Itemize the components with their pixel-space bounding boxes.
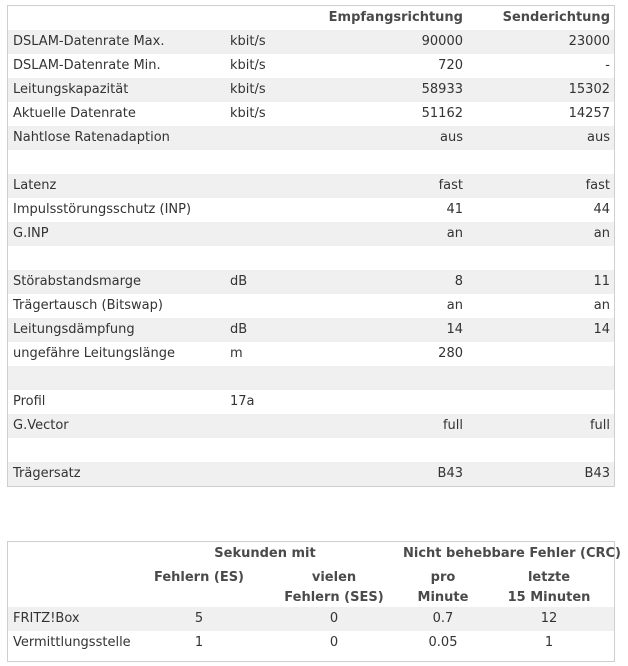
row-upstream-value: 44	[593, 202, 610, 217]
row-upstream-value: aus	[587, 130, 610, 145]
error-stats-table	[7, 541, 621, 662]
header-downstream: Empfangsrichtung	[328, 10, 463, 25]
row-unit: dB	[230, 322, 248, 337]
error-row-label: Vermittlungsstelle	[13, 635, 131, 650]
table-row	[8, 342, 614, 366]
table-row	[8, 54, 614, 78]
row-downstream-value: 90000	[421, 34, 463, 49]
row-label: Trägertausch (Bitswap)	[13, 298, 163, 313]
error-column-header	[8, 566, 614, 607]
col-per-minute-line1: pro	[430, 570, 456, 585]
row-label: DSLAM-Datenrate Min.	[13, 58, 161, 73]
error-es-value: 1	[194, 635, 204, 650]
table-row	[8, 30, 614, 54]
row-label: Impulsstörungsschutz (INP)	[13, 202, 192, 217]
row-upstream-value: full	[589, 418, 610, 433]
table-row	[8, 366, 614, 390]
row-unit: kbit/s	[230, 82, 266, 97]
row-upstream-value: 23000	[568, 34, 610, 49]
row-label: Latenz	[13, 178, 57, 193]
row-unit: 17a	[230, 394, 255, 409]
row-unit: kbit/s	[230, 58, 266, 73]
row-downstream-value: 51162	[421, 106, 463, 121]
table-row	[8, 270, 614, 294]
table-row	[8, 607, 614, 631]
table-row	[8, 318, 614, 342]
table-row	[8, 246, 614, 270]
col-last-15-min	[489, 568, 609, 608]
row-label: Aktuelle Datenrate	[13, 106, 136, 121]
col-ses	[274, 568, 394, 608]
error-ses-value: 0	[329, 635, 339, 650]
table-row	[8, 150, 614, 174]
error-per-minute-value: 0.7	[432, 611, 454, 626]
table-row	[8, 462, 614, 486]
row-unit: m	[230, 346, 243, 361]
row-unit: kbit/s	[230, 106, 266, 121]
col-ses-line2: Fehlern (SES)	[284, 590, 384, 605]
row-upstream-value: 11	[593, 274, 610, 289]
col-last-15-line2: 15 Minuten	[507, 590, 591, 605]
row-downstream-value: 720	[438, 58, 463, 73]
row-unit: kbit/s	[230, 34, 266, 49]
table-row	[8, 174, 614, 198]
row-label: ungefähre Leitungslänge	[13, 346, 175, 361]
error-per-minute-value: 0.05	[428, 635, 458, 650]
header-upstream: Senderichtung	[502, 10, 610, 25]
error-group-header	[8, 542, 621, 566]
dsl-table-header	[8, 6, 614, 30]
row-upstream-value: an	[593, 226, 610, 241]
table-row	[8, 198, 614, 222]
row-label: G.Vector	[13, 418, 69, 433]
error-es-value: 5	[194, 611, 204, 626]
row-downstream-value: full	[442, 418, 463, 433]
col-last-15-line1: letzte	[527, 570, 571, 585]
row-downstream-value: 58933	[421, 82, 463, 97]
group-crc-errors: Nicht behebbare Fehler (CRC)	[403, 546, 621, 561]
col-ses-line1: vielen	[311, 570, 357, 585]
row-upstream-value: B43	[584, 466, 610, 481]
row-label: Leitungskapazität	[13, 82, 129, 97]
row-downstream-value: 280	[438, 346, 463, 361]
dsl-rows	[8, 30, 614, 486]
row-label: Störabstandsmarge	[13, 274, 141, 289]
row-upstream-value: -	[605, 58, 610, 73]
row-unit: dB	[230, 274, 248, 289]
table-row	[8, 631, 614, 655]
error-last-15-value: 1	[544, 635, 554, 650]
row-label: Leitungsdämpfung	[13, 322, 135, 337]
row-label: Profil	[13, 394, 46, 409]
table-row	[8, 102, 614, 126]
group-seconds-with: Sekunden mit	[214, 546, 316, 561]
row-downstream-value: an	[446, 298, 463, 313]
table-row	[8, 390, 614, 414]
row-label: DSLAM-Datenrate Max.	[13, 34, 165, 49]
dsl-info-table	[7, 5, 615, 487]
table-row	[8, 126, 614, 150]
col-per-minute	[383, 568, 503, 608]
row-downstream-value: 41	[446, 202, 463, 217]
row-downstream-value: 14	[446, 322, 463, 337]
row-label: Nahtlose Ratenadaption	[13, 130, 170, 145]
row-downstream-value: 8	[454, 274, 463, 289]
error-row-label: FRITZ!Box	[13, 611, 80, 626]
table-row	[8, 78, 614, 102]
row-label: Trägersatz	[13, 466, 81, 481]
col-es: Fehlern (ES)	[153, 570, 245, 585]
row-label: G.INP	[13, 226, 49, 241]
error-last-15-value: 12	[540, 611, 558, 626]
table-row	[8, 222, 614, 246]
row-upstream-value: fast	[585, 178, 610, 193]
row-upstream-value: an	[593, 298, 610, 313]
table-row	[8, 294, 614, 318]
row-upstream-value: 14257	[568, 106, 610, 121]
row-downstream-value: aus	[440, 130, 463, 145]
row-upstream-value: 15302	[568, 82, 610, 97]
row-upstream-value: 14	[593, 322, 610, 337]
row-downstream-value: B43	[437, 466, 463, 481]
table-row	[8, 414, 614, 438]
col-per-minute-line2: Minute	[417, 590, 469, 605]
row-downstream-value: fast	[438, 178, 463, 193]
error-rows	[8, 607, 614, 655]
error-ses-value: 0	[329, 611, 339, 626]
table-row	[8, 438, 614, 462]
row-downstream-value: an	[446, 226, 463, 241]
